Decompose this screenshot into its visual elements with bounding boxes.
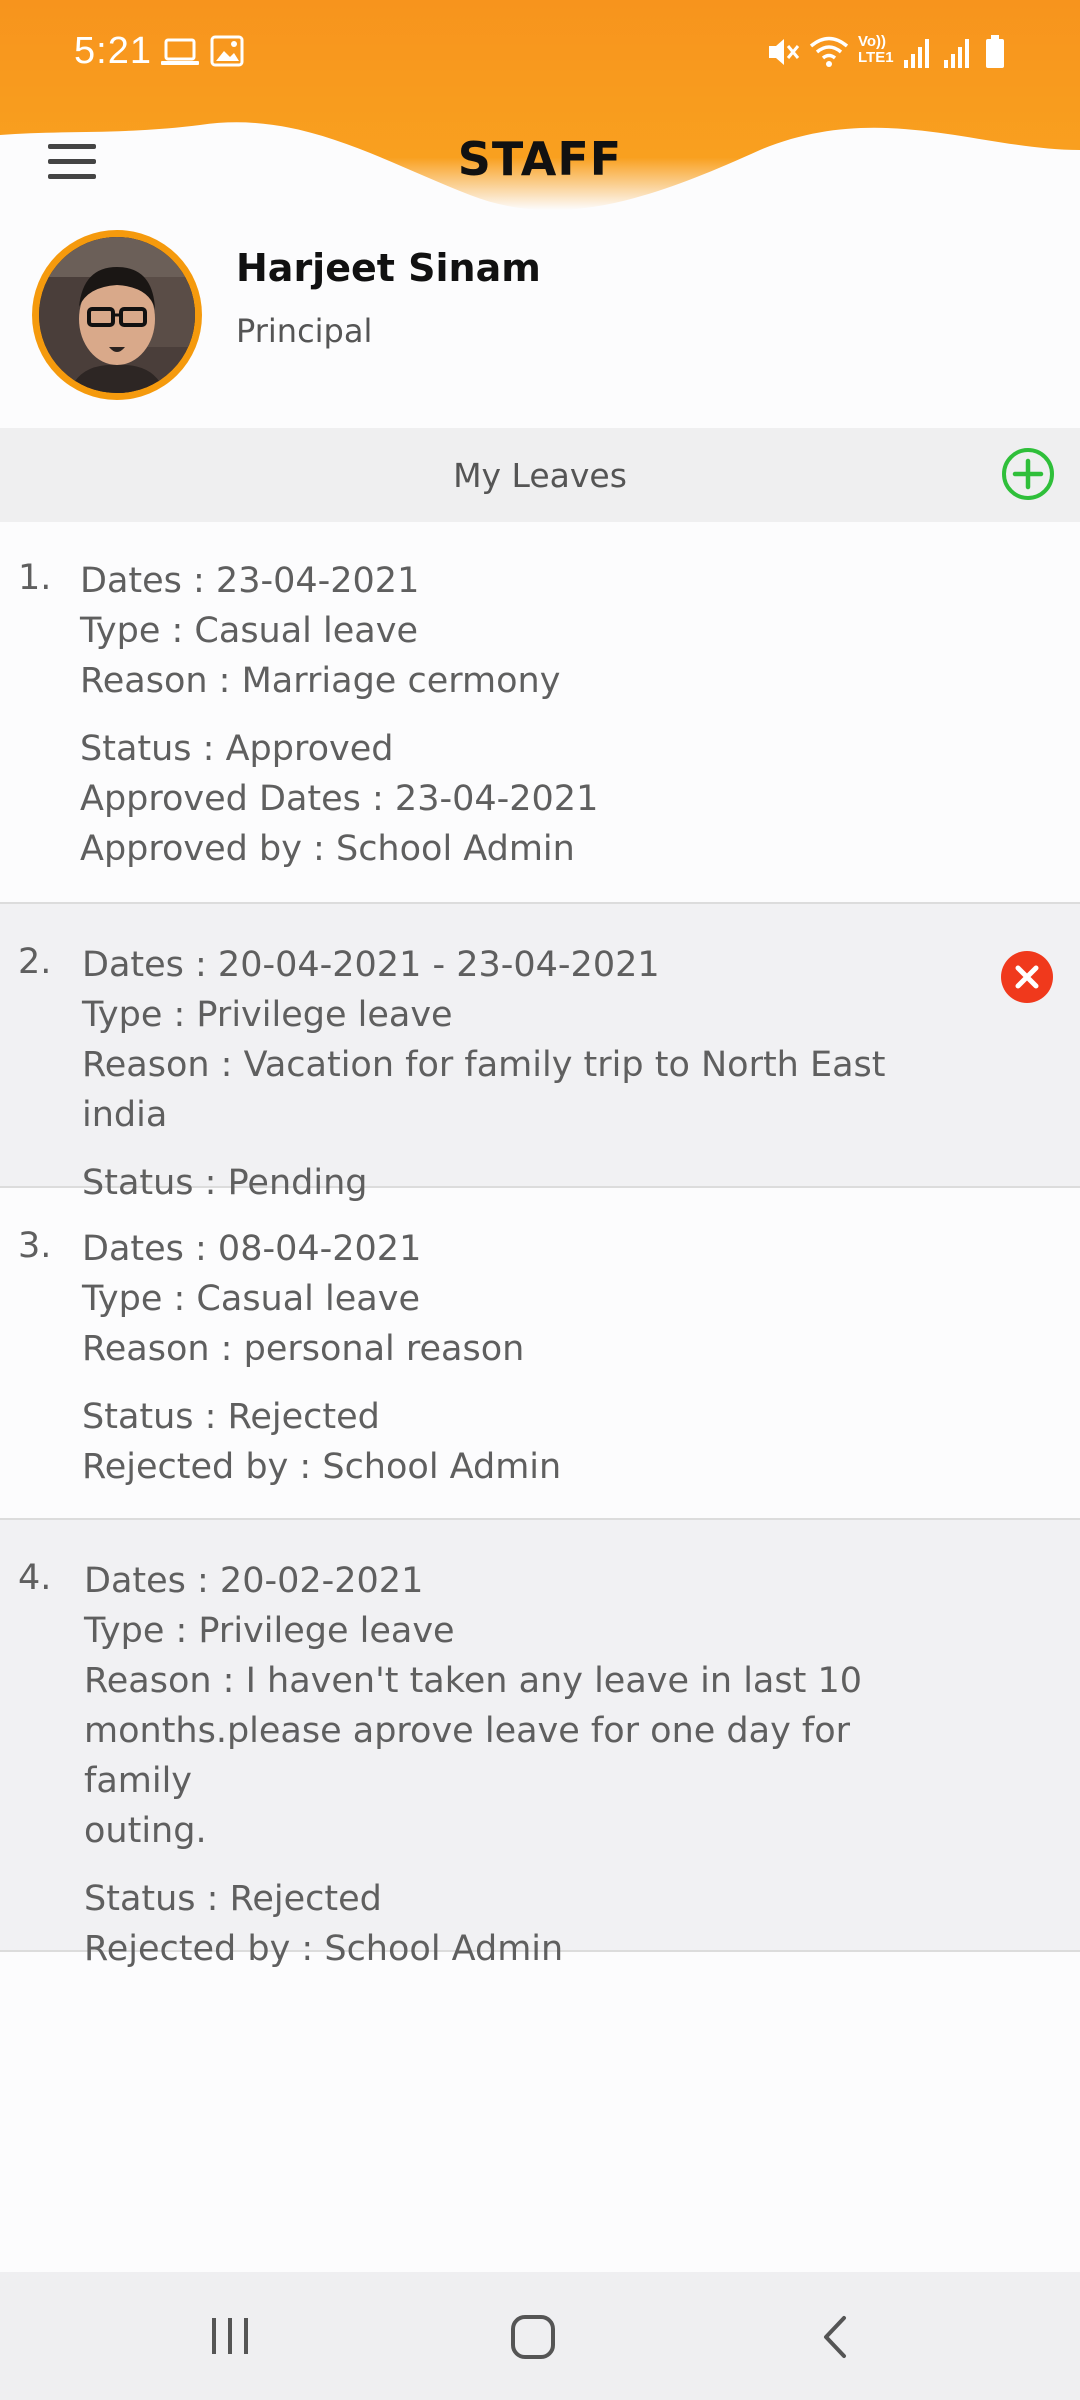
leave-list — [0, 522, 1080, 1969]
leave-dates: Dates : 08-04-2021 — [82, 1229, 422, 1269]
leave-reason-cont: months.please aprove leave for one day for family — [84, 1711, 851, 1801]
leave-status: Status : Rejected — [84, 1879, 382, 1919]
leave-number: 2. — [18, 942, 52, 982]
add-leave-icon[interactable] — [1000, 446, 1056, 502]
my-leaves-header — [0, 428, 1080, 522]
leave-number: 4. — [18, 1558, 52, 1598]
profile-name: Harjeet Sinam — [236, 246, 541, 290]
profile-role: Principal — [236, 312, 373, 350]
leave-type: Type : Casual leave — [82, 1279, 420, 1319]
my-leaves-title: My Leaves — [453, 456, 627, 495]
leave-dates: Dates : 23-04-2021 — [80, 561, 420, 601]
leave-dates: Dates : 20-02-2021 — [84, 1561, 424, 1601]
status-time: 5:21 — [74, 30, 152, 72]
signal-icon — [942, 34, 972, 70]
leave-number: 1. — [18, 558, 52, 598]
volte-icon: Vo)) LTE1 — [858, 33, 894, 66]
leave-reason: Reason : Vacation for family trip to North East india — [82, 1045, 886, 1135]
image-icon — [210, 34, 244, 68]
battery-icon — [984, 34, 1006, 70]
app-header — [0, 0, 1080, 250]
approved-by: Approved by : School Admin — [80, 829, 575, 869]
leave-status: Status : Pending — [82, 1163, 368, 1203]
leave-reason: Reason : personal reason — [82, 1329, 525, 1369]
leave-type: Type : Privilege leave — [84, 1611, 455, 1651]
leave-type: Type : Privilege leave — [82, 995, 453, 1035]
leave-reason-cont: outing. — [84, 1811, 207, 1851]
mute-icon — [765, 34, 801, 70]
wifi-icon — [808, 34, 850, 70]
rejected-by: Rejected by : School Admin — [82, 1447, 562, 1487]
leave-item[interactable] — [0, 1520, 1080, 1969]
leave-status: Status : Rejected — [82, 1397, 380, 1437]
leave-reason: Reason : Marriage cermony — [80, 661, 561, 701]
profile-card — [0, 220, 1080, 420]
leave-type: Type : Casual leave — [80, 611, 418, 651]
leave-item[interactable] — [0, 904, 1080, 1203]
leave-reason: Reason : I haven't taken any leave in last 10 — [84, 1661, 862, 1701]
cancel-leave-icon[interactable] — [1000, 950, 1054, 1004]
leave-number: 3. — [18, 1226, 52, 1266]
leave-status: Status : Approved — [80, 729, 394, 769]
leave-dates: Dates : 20-04-2021 - 23-04-2021 — [82, 945, 660, 985]
laptop-icon — [160, 34, 200, 70]
rejected-by: Rejected by : School Admin — [84, 1929, 564, 1969]
status-bar — [0, 0, 1080, 110]
signal-icon — [902, 34, 932, 70]
system-nav-bar — [0, 2272, 1080, 2400]
approved-dates: Approved Dates : 23-04-2021 — [80, 779, 599, 819]
leave-item[interactable] — [0, 522, 1080, 904]
page-title: STAFF — [457, 132, 623, 186]
recent-apps-icon[interactable] — [208, 2316, 252, 2356]
avatar-photo — [39, 237, 195, 393]
leave-item[interactable] — [0, 1188, 1080, 1520]
home-icon[interactable] — [510, 2314, 556, 2360]
avatar[interactable] — [32, 230, 202, 400]
back-icon[interactable] — [818, 2314, 852, 2360]
